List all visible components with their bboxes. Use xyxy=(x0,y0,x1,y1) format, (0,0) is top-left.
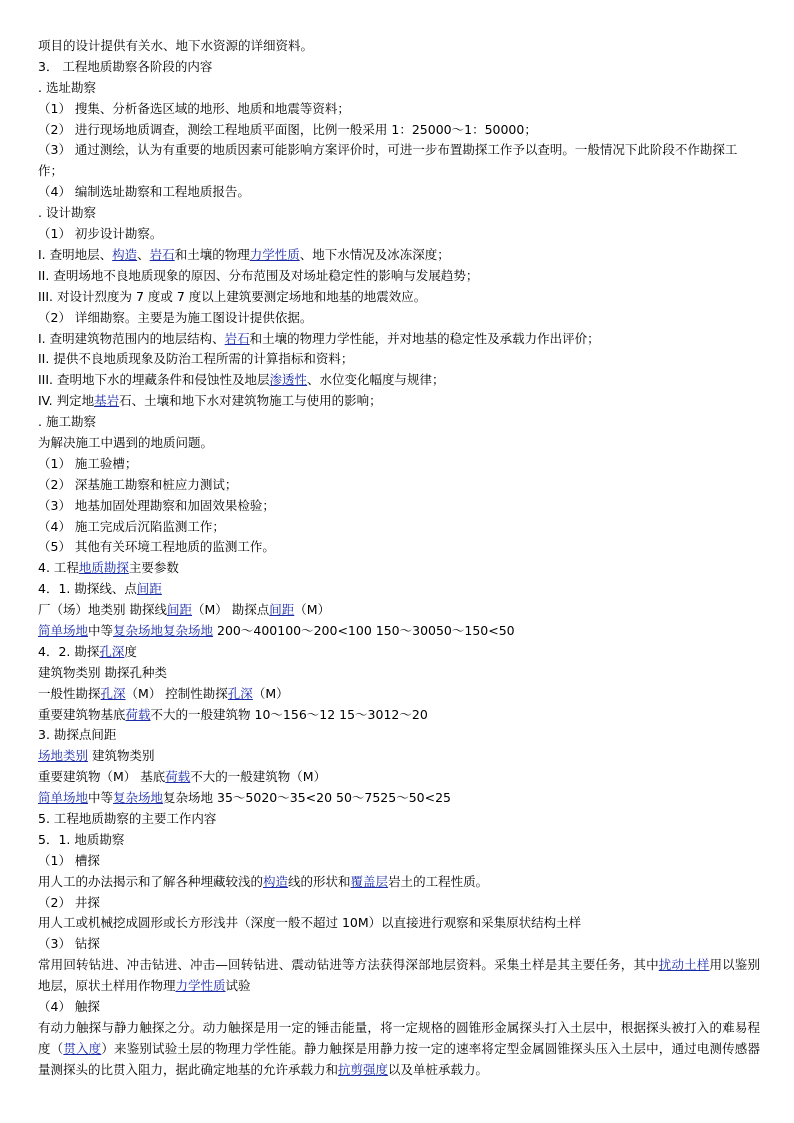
text-span: 用以鉴别地层，原状土样用作物理 xyxy=(38,957,760,994)
text-span: 不大的一般建筑物 10～156～12 15～3012～20 xyxy=(150,706,428,722)
text-line: （4） 编制选址勘察和工程地质报告。 xyxy=(38,184,250,200)
term-link[interactable]: 荷载 xyxy=(165,769,191,785)
text-span: （M） xyxy=(294,602,331,618)
term-link[interactable]: 扰动土样 xyxy=(658,957,710,973)
text-line: 用人工或机械挖成圆形或长方形浅井（深度一般不超过 10M）以直接进行观察和采集原状结构土样 xyxy=(38,915,582,931)
text-line xyxy=(38,705,760,726)
text-line xyxy=(38,872,760,893)
term-link[interactable]: 孔深 xyxy=(227,685,253,701)
text-line: 3. 勘探点间距 xyxy=(38,727,117,743)
term-link[interactable]: 构造 xyxy=(112,246,138,262)
term-link[interactable]: 构造 xyxy=(263,873,289,889)
text-span: 线的形状和 xyxy=(288,873,351,889)
text-span: 重要建筑物基底 xyxy=(38,706,126,722)
text-line: （2） 详细勘察。主要是为施工图设计提供依据。 xyxy=(38,309,313,325)
text-line: （3） 通过测绘，认为有重要的地质因素可能影响方案评价时，可进一步布置勘探工作予以查明。一般情况下此阶段不作勘探工作； xyxy=(38,142,738,179)
text-line: 项目的设计提供有关水、地下水资源的详细资料。 xyxy=(38,38,314,53)
term-link[interactable]: 孔深 xyxy=(100,685,126,701)
text-span: IV. 判定地 xyxy=(38,393,95,409)
text-span: 4．1. 勘探线、点 xyxy=(38,581,137,597)
text-line: 5. 工程地质勘察的主要工作内容 xyxy=(38,810,217,826)
text-line xyxy=(38,245,760,266)
text-span: 不大的一般建筑物（M） xyxy=(190,769,327,785)
text-span: 以及单桩承载力。 xyxy=(388,1061,489,1077)
term-link[interactable]: 场地类别 xyxy=(38,748,89,764)
term-link[interactable]: 复杂场地复杂场地 xyxy=(113,622,214,638)
term-link[interactable]: 复杂场地 xyxy=(113,790,164,806)
text-line: （1） 槽探 xyxy=(38,852,100,868)
text-span: （M） xyxy=(252,685,289,701)
text-span: 常用回转钻进、冲击钻进、冲击—回转钻进、震动钻进等方法获得深部地层资料。采集土样是其主要任务，其中 xyxy=(38,957,659,973)
text-line: （5） 其他有关环境工程地质的监测工作。 xyxy=(38,539,275,555)
text-span: 复杂场地 35～5020～35<20 50～7525～50<25 xyxy=(163,790,451,806)
term-link[interactable]: 间距 xyxy=(269,602,295,618)
text-line: （3） 钻探 xyxy=(38,936,100,952)
text-span: 和土壤的物理力学性能，并对地基的稳定性及承载力作出评价； xyxy=(249,330,600,346)
text-span: 岩土的工程性质。 xyxy=(388,873,489,889)
text-line: II. 提供不良地质现象及防治工程所需的计算指标和资料； xyxy=(38,351,354,367)
text-line xyxy=(38,621,760,642)
text-span: 4．2. 勘探 xyxy=(38,643,100,659)
text-span: 建筑物类别 xyxy=(88,748,155,764)
text-line xyxy=(38,684,760,705)
text-line xyxy=(38,391,760,412)
term-link[interactable]: 岩石 xyxy=(149,246,175,262)
text-span: 4. 工程 xyxy=(38,560,79,576)
term-link[interactable]: 基岩 xyxy=(94,393,120,409)
term-link[interactable]: 地质勘探 xyxy=(78,560,129,576)
text-line: （1） 搜集、分析备选区域的地形、地质和地震等资料； xyxy=(38,100,350,116)
text-span: 一般性勘探 xyxy=(38,685,101,701)
text-span: 、水位变化幅度与规律； xyxy=(307,372,445,388)
text-line: 3． 工程地质勘察各阶段的内容 xyxy=(38,58,213,74)
text-span: III. 查明地下水的埋藏条件和侵蚀性及地层 xyxy=(38,372,270,388)
text-line: . 施工勘察 xyxy=(38,414,96,430)
text-line xyxy=(38,746,760,767)
text-line xyxy=(38,579,760,600)
text-span: I. 查明建筑物范围内的地层结构、 xyxy=(38,330,225,346)
text-span: （M） 控制性勘探 xyxy=(125,685,228,701)
term-link[interactable]: 抗剪强度 xyxy=(338,1061,389,1077)
text-line: （2） 井探 xyxy=(38,894,100,910)
text-line: . 选址勘察 xyxy=(38,79,96,95)
term-link[interactable]: 简单场地 xyxy=(38,790,89,806)
term-link[interactable]: 渗透性 xyxy=(269,372,308,388)
text-line xyxy=(38,370,760,391)
text-span: 200～400100～200<100 150～30050～150<50 xyxy=(213,622,515,638)
text-line xyxy=(38,600,760,621)
text-line: （1） 施工验槽； xyxy=(38,455,138,471)
term-link[interactable]: 覆盖层 xyxy=(350,873,389,889)
text-line: （2） 深基施工勘察和桩应力测试； xyxy=(38,476,238,492)
text-span: 和土壤的物理 xyxy=(174,246,250,262)
term-link[interactable]: 间距 xyxy=(136,581,162,597)
text-line xyxy=(38,788,760,809)
document-body xyxy=(38,36,760,1081)
text-line xyxy=(38,558,760,579)
text-span: 中等 xyxy=(88,622,114,638)
text-span: 、地下水情况及冰冻深度； xyxy=(299,246,450,262)
text-line: 为解决施工中遇到的地质问题。 xyxy=(38,434,214,450)
term-link[interactable]: 力学性质 xyxy=(249,246,300,262)
text-span: 度 xyxy=(124,643,137,659)
term-link[interactable]: 简单场地 xyxy=(38,622,89,638)
term-link[interactable]: 贯入度 xyxy=(63,1040,102,1056)
text-line: III. 对设计烈度为 7 度或 7 度以上建筑要测定场地和地基的地震效应。 xyxy=(38,288,427,304)
text-span: 有动力触探与静力触探之分。动力触探是用一定的锤击能量，将一定规格的圆锥形金属探头打入土层中，根据探头被打入的难易程度（ xyxy=(38,1019,760,1056)
text-line: . 设计勘察 xyxy=(38,205,96,221)
term-link[interactable]: 荷载 xyxy=(125,706,151,722)
text-line: II. 查明场地不良地质现象的原因、分布范围及对场址稳定性的影响与发展趋势； xyxy=(38,267,479,283)
term-link[interactable]: 间距 xyxy=(166,602,192,618)
text-span: （M） 勘探点 xyxy=(192,602,270,618)
text-line xyxy=(38,955,760,997)
text-line: （1） 初步设计勘察。 xyxy=(38,226,163,242)
text-span: 、 xyxy=(137,246,150,262)
text-line xyxy=(38,642,760,663)
text-line: （3） 地基加固处理勘察和加固效果检验； xyxy=(38,497,275,513)
text-span: 中等 xyxy=(88,790,114,806)
text-span: 石、土壤和地下水对建筑物施工与使用的影响； xyxy=(119,393,382,409)
term-link[interactable]: 力学性质 xyxy=(175,978,226,994)
text-span: I. 查明地层、 xyxy=(38,246,113,262)
text-line: （4） 施工完成后沉陷监测工作； xyxy=(38,518,225,534)
text-span: 重要建筑物（M） 基底 xyxy=(38,769,166,785)
text-line xyxy=(38,329,760,350)
text-span: ）来鉴别试验土层的物理力学性能。静力触探是用静力按一定的速率将定型金属圆锥探头压入土层中，通过电测传感器量测探头的比贯入阻力，据此确定地基的允许承载力和 xyxy=(38,1040,760,1077)
text-span: 厂（场）地类别 勘探线 xyxy=(38,602,167,618)
text-line xyxy=(38,1018,760,1081)
text-line: 建筑物类别 勘探孔种类 xyxy=(38,664,167,680)
text-span: 试验 xyxy=(225,978,251,994)
text-line: （4） 触探 xyxy=(38,999,100,1015)
text-line xyxy=(38,767,760,788)
term-link[interactable]: 岩石 xyxy=(224,330,250,346)
text-span: 用人工的办法揭示和了解各种埋藏较浅的 xyxy=(38,873,264,889)
text-line: 5．1. 地质勘察 xyxy=(38,831,125,847)
text-line: （2） 进行现场地质调查，测绘工程地质平面图，比例一般采用 1：25000～1：50000； xyxy=(38,121,537,137)
text-span: 主要参数 xyxy=(128,560,179,576)
term-link[interactable]: 孔深 xyxy=(99,643,125,659)
